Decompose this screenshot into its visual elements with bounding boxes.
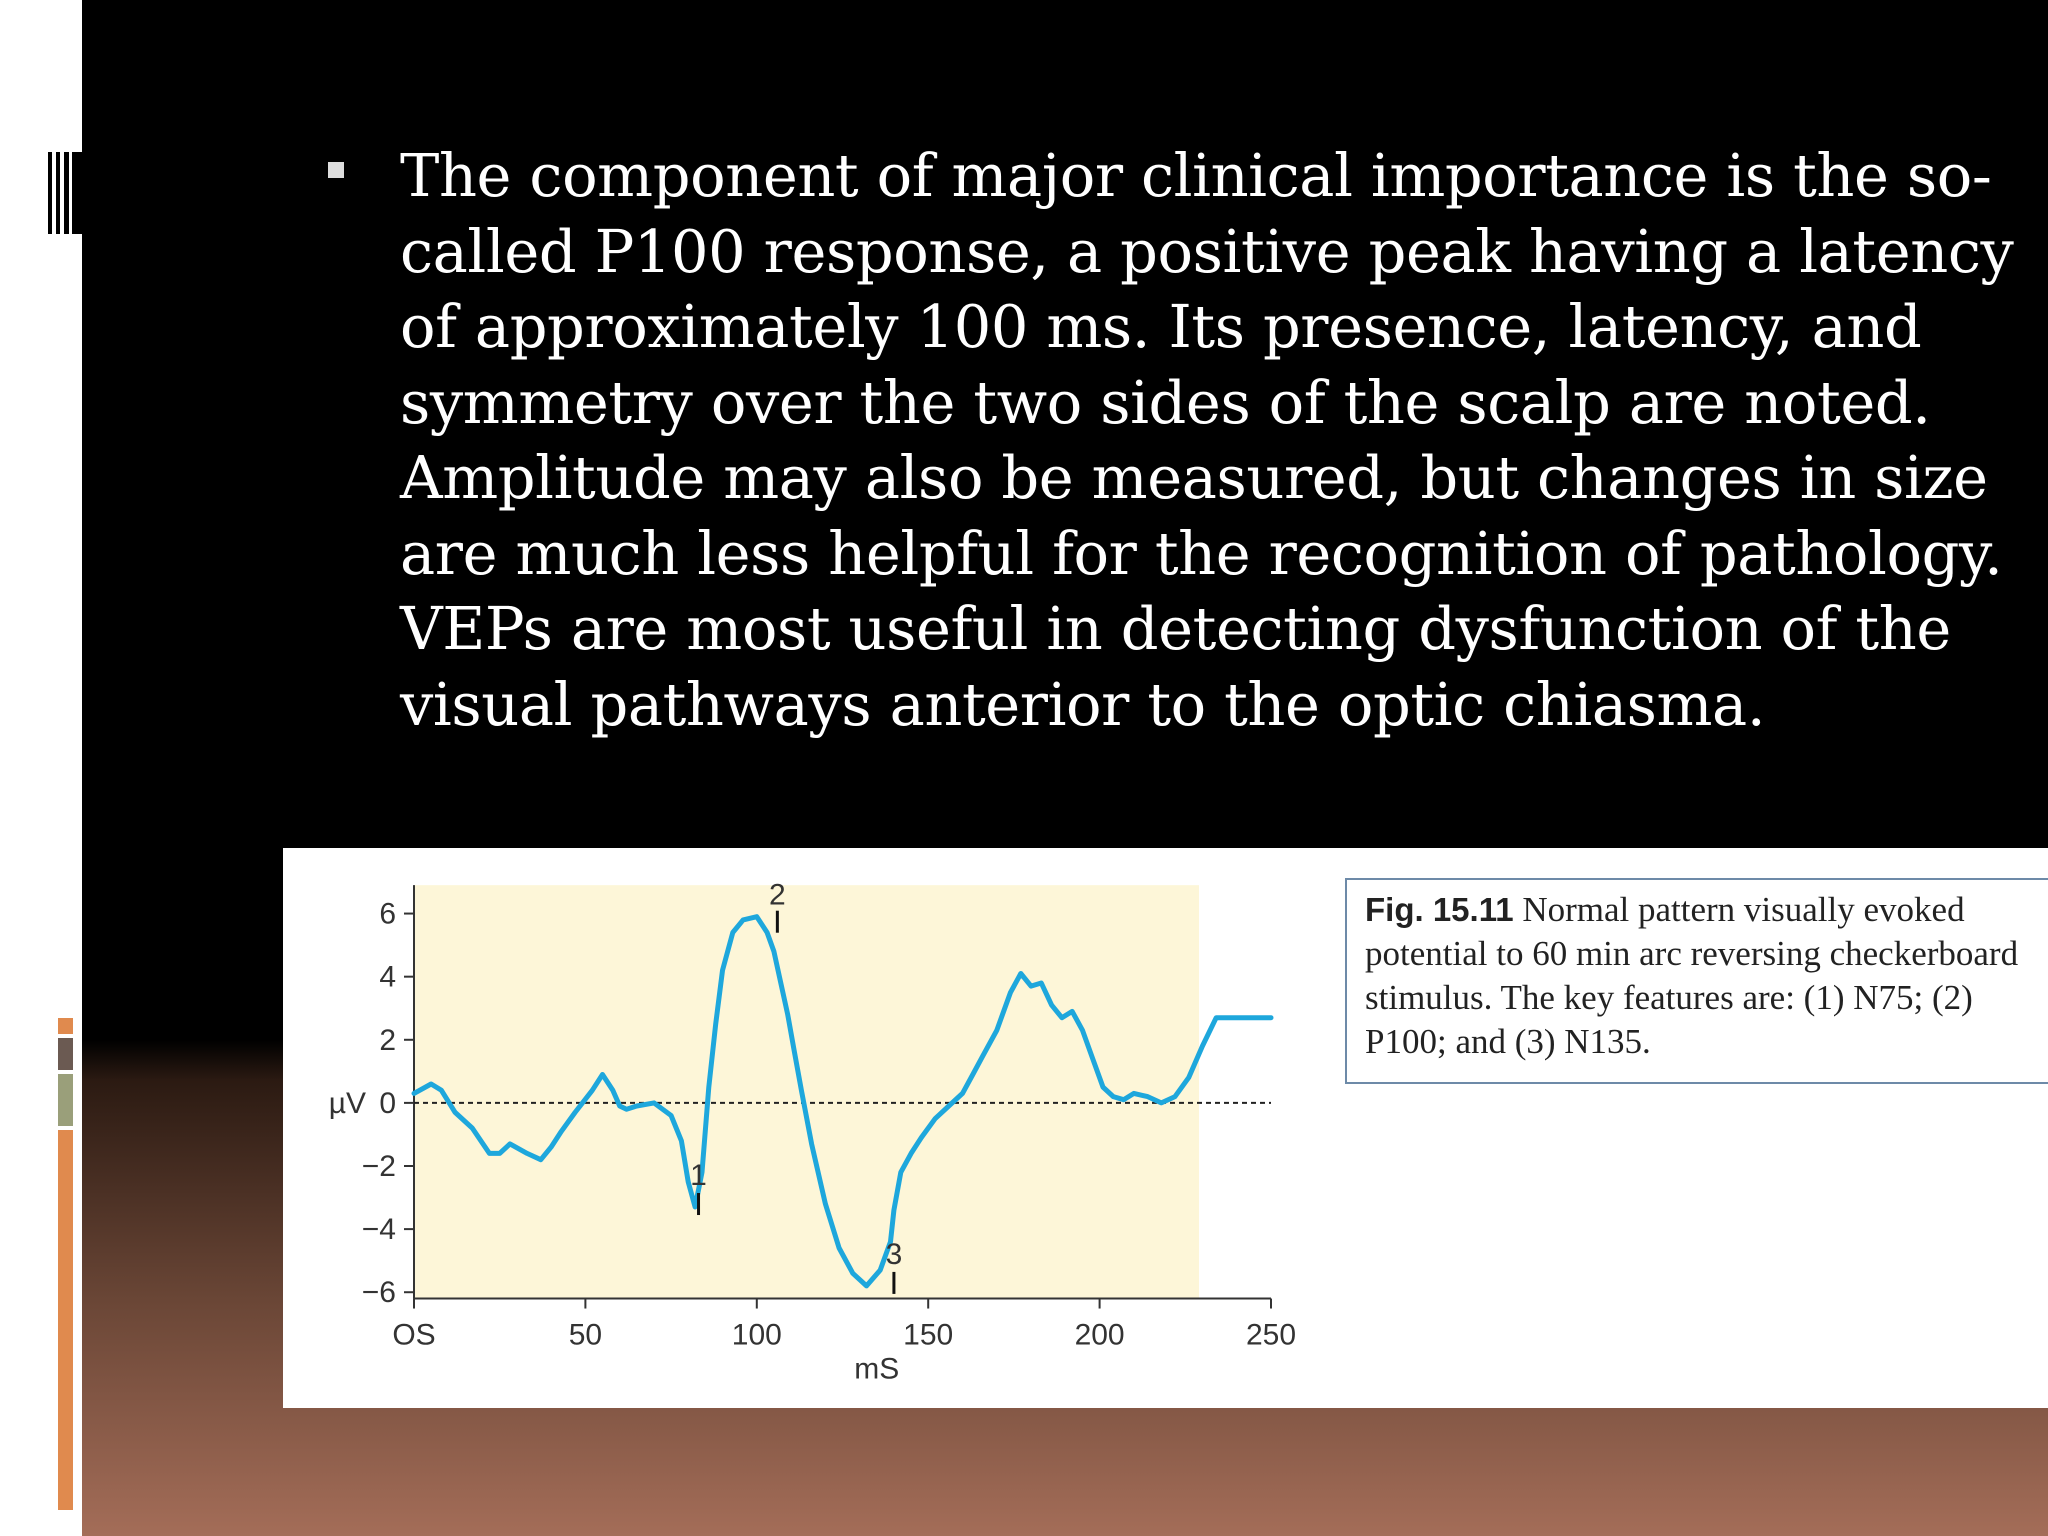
figure-caption	[1345, 878, 2048, 1084]
accent-bar	[58, 1074, 73, 1126]
y-tick-label: 2	[379, 1023, 396, 1057]
decor-stripe	[48, 152, 52, 234]
x-tick-label: 150	[903, 1318, 954, 1352]
y-axis-label: µV	[328, 1086, 366, 1120]
peak-label: 2	[769, 878, 786, 912]
decor-stripe	[78, 152, 82, 234]
figure-panel	[283, 848, 2048, 1408]
y-tick-label: 6	[379, 897, 396, 931]
accent-bar	[58, 1038, 73, 1070]
x-tick-label: OS	[392, 1318, 436, 1352]
x-tick-label: 50	[568, 1318, 603, 1352]
bullet-paragraph: The component of major clinical importance is the so-called P100 response, a positive peak having a latency of approximately 100 ms. Its presence, latency, and symmetry over the two sides of the scalp are noted. Amplitude may also be measured, but changes in size are much less helpful for the recognition of pathology. VEPs are most useful in detecting dysfunction of the visual pathways anterior to the optic chiasma.	[400, 141, 2014, 739]
decor-stripe	[64, 152, 69, 234]
slide	[82, 0, 2048, 1536]
x-axis-label: mS	[854, 1352, 900, 1386]
y-tick-label: −2	[361, 1150, 396, 1183]
accent-bar	[58, 1018, 73, 1034]
caption-text: Normal pattern visually evoked potential to 60 min arc reversing checkerboard stimulus. The key features are: (1) N75; (2) P100; and (3) N135.	[1365, 890, 2019, 1061]
plot-area	[414, 885, 1199, 1298]
y-tick-label: 0	[379, 1086, 396, 1120]
x-tick-label: 250	[1245, 1318, 1297, 1352]
x-tick-label: 100	[731, 1318, 782, 1352]
y-tick-label: −4	[361, 1213, 396, 1247]
y-tick-label: 4	[379, 960, 396, 994]
y-tick-label: −6	[361, 1276, 396, 1310]
bullet-marker	[328, 162, 344, 178]
peak-label: 3	[885, 1237, 903, 1271]
x-tick-label: 200	[1074, 1318, 1125, 1352]
caption-label: Fig. 15.11	[1365, 891, 1514, 928]
accent-bar	[58, 1130, 73, 1510]
peak-label: 1	[690, 1159, 707, 1193]
decor-stripe	[56, 152, 60, 234]
